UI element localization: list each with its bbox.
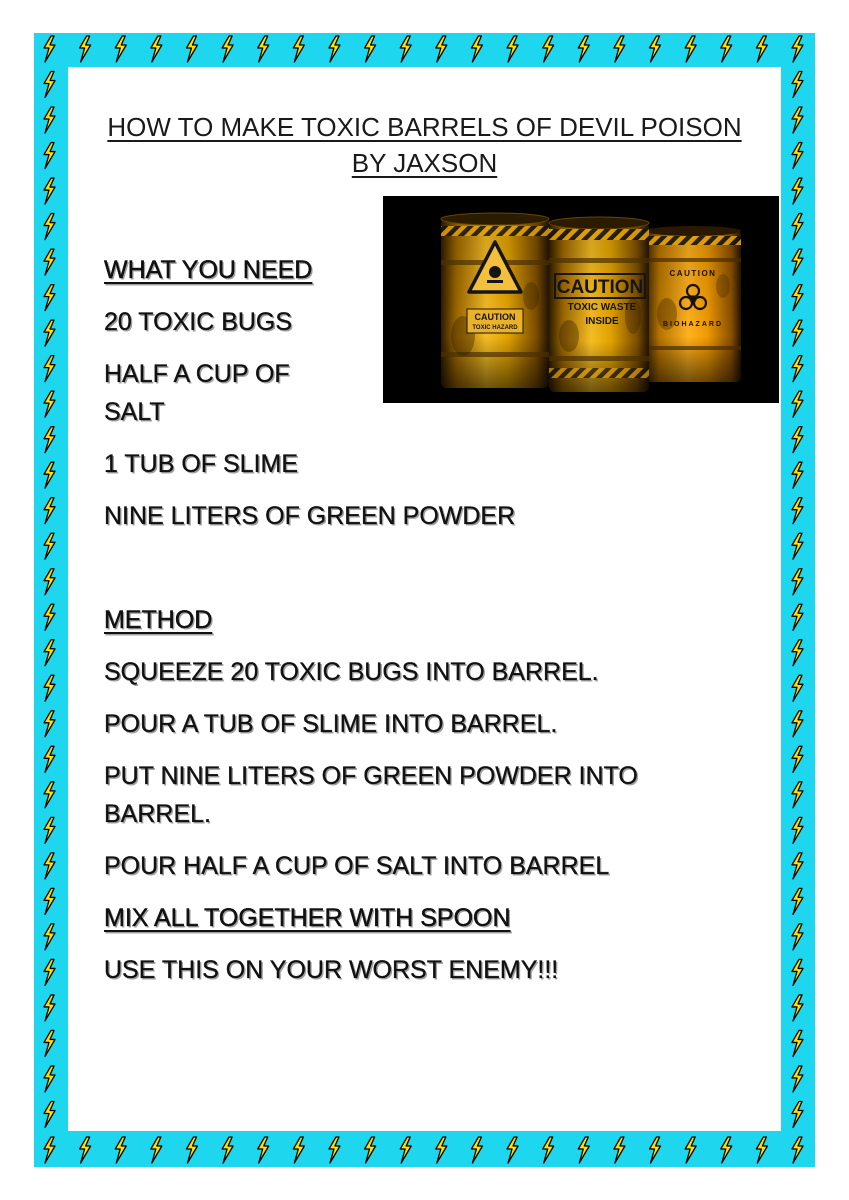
lightning-bolt-icon <box>792 356 803 382</box>
ingredient-item: NINE LITERS OF GREEN POWDER <box>104 502 516 530</box>
barrel-label: BIOHAZARD <box>663 321 723 328</box>
method-step: USE THIS ON YOUR WORST ENEMY!!! <box>104 956 559 984</box>
lightning-bolt-icon <box>792 533 803 559</box>
lightning-bolt-icon <box>792 427 803 453</box>
barrel-label: CAUTION <box>556 277 644 298</box>
lightning-bolt-icon <box>44 36 55 62</box>
lightning-bolt-icon <box>44 356 55 382</box>
lightning-bolt-icon <box>543 1137 554 1163</box>
lightning-bolt-icon <box>44 533 55 559</box>
ingredient-item: 1 TUB OF SLIME <box>104 450 299 478</box>
method-step <box>104 899 684 937</box>
lightning-bolt-icon <box>44 1030 55 1056</box>
lightning-bolt-icon <box>44 888 55 914</box>
lightning-bolt-icon <box>792 853 803 879</box>
lightning-bolt-icon <box>44 320 55 346</box>
lightning-bolt-icon <box>186 1137 197 1163</box>
lightning-bolt-icon <box>792 924 803 950</box>
lightning-bolt-icon <box>365 1137 376 1163</box>
lightning-bolt-icon <box>44 178 55 204</box>
lightning-bolt-icon <box>792 1101 803 1127</box>
lightning-bolt-icon <box>471 36 482 62</box>
lightning-bolt-icon <box>792 782 803 808</box>
lightning-bolt-icon <box>151 36 162 62</box>
lightning-bolt-icon <box>44 107 55 133</box>
lightning-bolt-icon <box>222 1137 233 1163</box>
lightning-bolt-icon <box>365 36 376 62</box>
lightning-bolt-icon <box>792 143 803 169</box>
lightning-bolt-icon <box>792 462 803 488</box>
lightning-bolt-icon <box>44 1137 55 1163</box>
lightning-bolt-icon <box>792 1137 803 1163</box>
lightning-bolt-icon <box>44 604 55 630</box>
lightning-bolt-icon <box>792 1066 803 1092</box>
lightning-bolt-icon <box>650 1137 661 1163</box>
lightning-bolt-icon <box>44 143 55 169</box>
ingredients-heading: WHAT YOU NEED <box>104 256 313 284</box>
lightning-bolt-icon <box>792 320 803 346</box>
lightning-bolt-icon <box>44 711 55 737</box>
lightning-bolt-icon <box>792 746 803 772</box>
lightning-bolt-icon <box>293 1137 304 1163</box>
lightning-bolt-icon <box>792 959 803 985</box>
lightning-bolt-icon <box>756 36 767 62</box>
method-step-text: MIX ALL TOGETHER WITH SPOON <box>104 904 511 932</box>
lightning-bolt-icon <box>258 36 269 62</box>
method-step: PUT NINE LITERS OF GREEN POWDER INTO BARREL. <box>104 762 638 828</box>
lightning-bolt-icon <box>685 36 696 62</box>
lightning-bolt-icon <box>792 72 803 98</box>
method-step: POUR A TUB OF SLIME INTO BARREL. <box>104 710 558 738</box>
lightning-bolt-icon <box>792 675 803 701</box>
lightning-bolt-icon <box>44 995 55 1021</box>
lightning-bolt-icon <box>792 817 803 843</box>
lightning-bolt-icon <box>578 1137 589 1163</box>
lightning-bolt-icon <box>614 1137 625 1163</box>
lightning-bolt-icon <box>44 498 55 524</box>
lightning-bolt-icon <box>614 36 625 62</box>
barrel-label: TOXIC WASTE <box>567 302 637 313</box>
lightning-bolt-icon <box>400 1137 411 1163</box>
lightning-bolt-icon <box>756 1137 767 1163</box>
recipe-body <box>104 251 684 1003</box>
lightning-bolt-icon <box>44 924 55 950</box>
lightning-bolt-icon <box>115 1137 126 1163</box>
lightning-bolt-icon <box>792 285 803 311</box>
lightning-bolt-icon <box>186 36 197 62</box>
lightning-bolt-icon <box>293 36 304 62</box>
lightning-bolt-icon <box>44 1066 55 1092</box>
lightning-bolt-icon <box>80 1137 91 1163</box>
method-step: SQUEEZE 20 TOXIC BUGS INTO BARREL. <box>104 658 599 686</box>
lightning-bolt-icon <box>792 888 803 914</box>
lightning-bolt-icon <box>44 640 55 666</box>
lightning-bolt-icon <box>44 391 55 417</box>
lightning-bolt-icon <box>543 36 554 62</box>
section-spacer <box>104 549 684 601</box>
lightning-bolt-icon <box>115 36 126 62</box>
lightning-bolt-icon <box>436 36 447 62</box>
lightning-bolt-icon <box>44 462 55 488</box>
title-line: HOW TO MAKE TOXIC BARRELS OF DEVIL POISON <box>107 112 742 142</box>
lightning-bolt-icon <box>578 36 589 62</box>
barrel-label: INSIDE <box>585 316 619 327</box>
lightning-bolt-icon <box>721 36 732 62</box>
lightning-bolt-icon <box>44 1101 55 1127</box>
lightning-bolt-icon <box>792 178 803 204</box>
lightning-bolt-icon <box>44 249 55 275</box>
lightning-bolt-icon <box>80 36 91 62</box>
lightning-bolt-icon <box>151 1137 162 1163</box>
lightning-bolt-icon <box>44 853 55 879</box>
lightning-bolt-icon <box>792 569 803 595</box>
lightning-bolt-icon <box>222 36 233 62</box>
lightning-bolt-icon <box>44 569 55 595</box>
barrel-label: CAUTION <box>474 312 516 322</box>
author-line: BY JAXSON <box>351 148 498 178</box>
lightning-bolt-icon <box>44 746 55 772</box>
lightning-bolt-icon <box>258 1137 269 1163</box>
lightning-bolt-icon <box>44 72 55 98</box>
lightning-bolt-icon <box>329 1137 340 1163</box>
lightning-bolt-icon <box>44 675 55 701</box>
lightning-bolt-icon <box>507 36 518 62</box>
lightning-bolt-icon <box>650 36 661 62</box>
lightning-bolt-icon <box>507 1137 518 1163</box>
method-step: POUR HALF A CUP OF SALT INTO BARREL <box>104 852 610 880</box>
lightning-bolt-icon <box>792 1030 803 1056</box>
lightning-bolt-icon <box>400 36 411 62</box>
lightning-bolt-icon <box>792 711 803 737</box>
method-heading: METHOD <box>104 606 213 634</box>
lightning-bolt-icon <box>44 817 55 843</box>
lightning-bolt-icon <box>792 498 803 524</box>
lightning-bolt-icon <box>792 995 803 1021</box>
barrel-label: CAUTION <box>669 269 717 278</box>
lightning-bolt-icon <box>792 640 803 666</box>
lightning-bolt-icon <box>721 1137 732 1163</box>
lightning-bolt-icon <box>792 214 803 240</box>
lightning-bolt-icon <box>685 1137 696 1163</box>
lightning-bolt-icon <box>44 959 55 985</box>
lightning-bolt-icon <box>436 1137 447 1163</box>
lightning-bolt-icon <box>792 604 803 630</box>
lightning-bolt-icon <box>471 1137 482 1163</box>
lightning-bolt-icon <box>792 107 803 133</box>
ingredient-item: HALF A CUP OF SALT <box>104 360 290 426</box>
lightning-bolt-icon <box>329 36 340 62</box>
page-title <box>68 109 781 181</box>
lightning-bolt-icon <box>792 36 803 62</box>
lightning-bolt-icon <box>792 249 803 275</box>
lightning-bolt-icon <box>44 285 55 311</box>
lightning-bolt-icon <box>44 427 55 453</box>
lightning-bolt-icon <box>792 391 803 417</box>
barrel-label: TOXIC HAZARD <box>472 325 518 331</box>
lightning-bolt-icon <box>44 214 55 240</box>
ingredient-item: 20 TOXIC BUGS <box>104 308 293 336</box>
lightning-bolt-icon <box>44 782 55 808</box>
